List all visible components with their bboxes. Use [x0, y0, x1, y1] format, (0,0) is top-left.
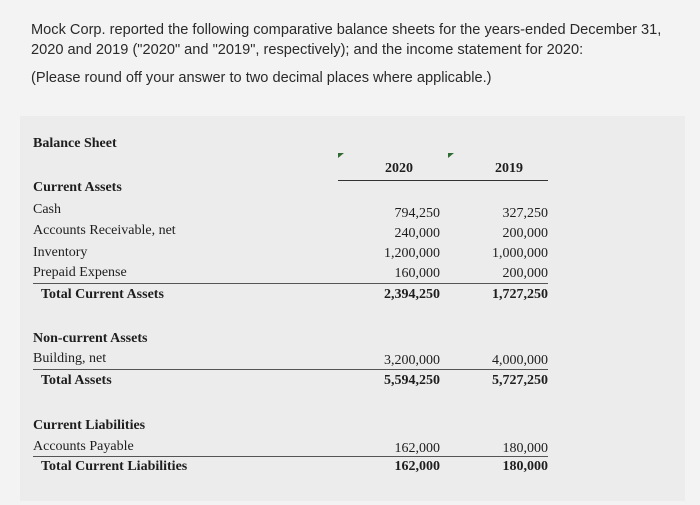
total-current-assets-2019: 1,727,250 — [492, 287, 548, 302]
cash-2020: 794,250 — [394, 206, 440, 221]
row-label-prepaid-expense: Prepaid Expense — [33, 265, 127, 280]
total-assets-2019: 5,727,250 — [492, 373, 548, 388]
prepaid-expense-2020: 160,000 — [394, 266, 440, 281]
row-label-building-net: Building, net — [33, 351, 107, 366]
header-rule — [338, 180, 548, 181]
row-label-total-current-liabilities: Total Current Liabilities — [41, 459, 188, 474]
accounts-receivable-2019: 200,000 — [502, 226, 548, 241]
balance-sheet-title: Balance Sheet — [33, 136, 117, 151]
balance-sheet-table — [20, 116, 685, 501]
building-net-2019: 4,000,000 — [492, 353, 548, 368]
accounts-receivable-2020: 240,000 — [394, 226, 440, 241]
column-header-2020: 2020 — [385, 161, 413, 176]
total-current-assets-2020: 2,394,250 — [384, 287, 440, 302]
section-heading-current-liabilities: Current Liabilities — [33, 418, 146, 433]
building-net-2020: 3,200,000 — [384, 353, 440, 368]
total-assets-2020: 5,594,250 — [384, 373, 440, 388]
subtotal-rule — [33, 283, 548, 284]
column-header-2019: 2019 — [495, 161, 523, 176]
row-label-total-current-assets: Total Current Assets — [41, 287, 164, 302]
rounding-note: (Please round off your answer to two decimal places where applicable.) — [31, 70, 492, 86]
inventory-2020: 1,200,000 — [384, 246, 440, 261]
cash-2019: 327,250 — [502, 206, 548, 221]
row-label-accounts-payable: Accounts Payable — [33, 439, 134, 454]
cell-marker-icon — [448, 153, 454, 158]
question-intro — [31, 20, 691, 88]
inventory-2019: 1,000,000 — [492, 246, 548, 261]
accounts-payable-2019: 180,000 — [502, 441, 548, 456]
subtotal-rule — [33, 369, 548, 370]
total-current-liabilities-2020: 162,000 — [394, 459, 440, 474]
subtotal-rule — [33, 456, 548, 457]
section-heading-current-assets: Current Assets — [33, 180, 122, 195]
total-current-liabilities-2019: 180,000 — [502, 459, 548, 474]
prepaid-expense-2019: 200,000 — [502, 266, 548, 281]
row-label-cash: Cash — [33, 202, 61, 217]
row-label-total-assets: Total Assets — [41, 373, 112, 388]
intro-line-1: Mock Corp. reported the following comparative balance sheets for the years-ended December 31, — [31, 22, 662, 38]
intro-line-2: 2020 and 2019 ("2020" and "2019", respectively); and the income statement for 2020: — [31, 42, 584, 58]
row-label-inventory: Inventory — [33, 245, 88, 260]
accounts-payable-2020: 162,000 — [394, 441, 440, 456]
row-label-accounts-receivable: Accounts Receivable, net — [33, 223, 176, 238]
cell-marker-icon — [338, 153, 344, 158]
section-heading-noncurrent-assets: Non-current Assets — [33, 331, 148, 346]
